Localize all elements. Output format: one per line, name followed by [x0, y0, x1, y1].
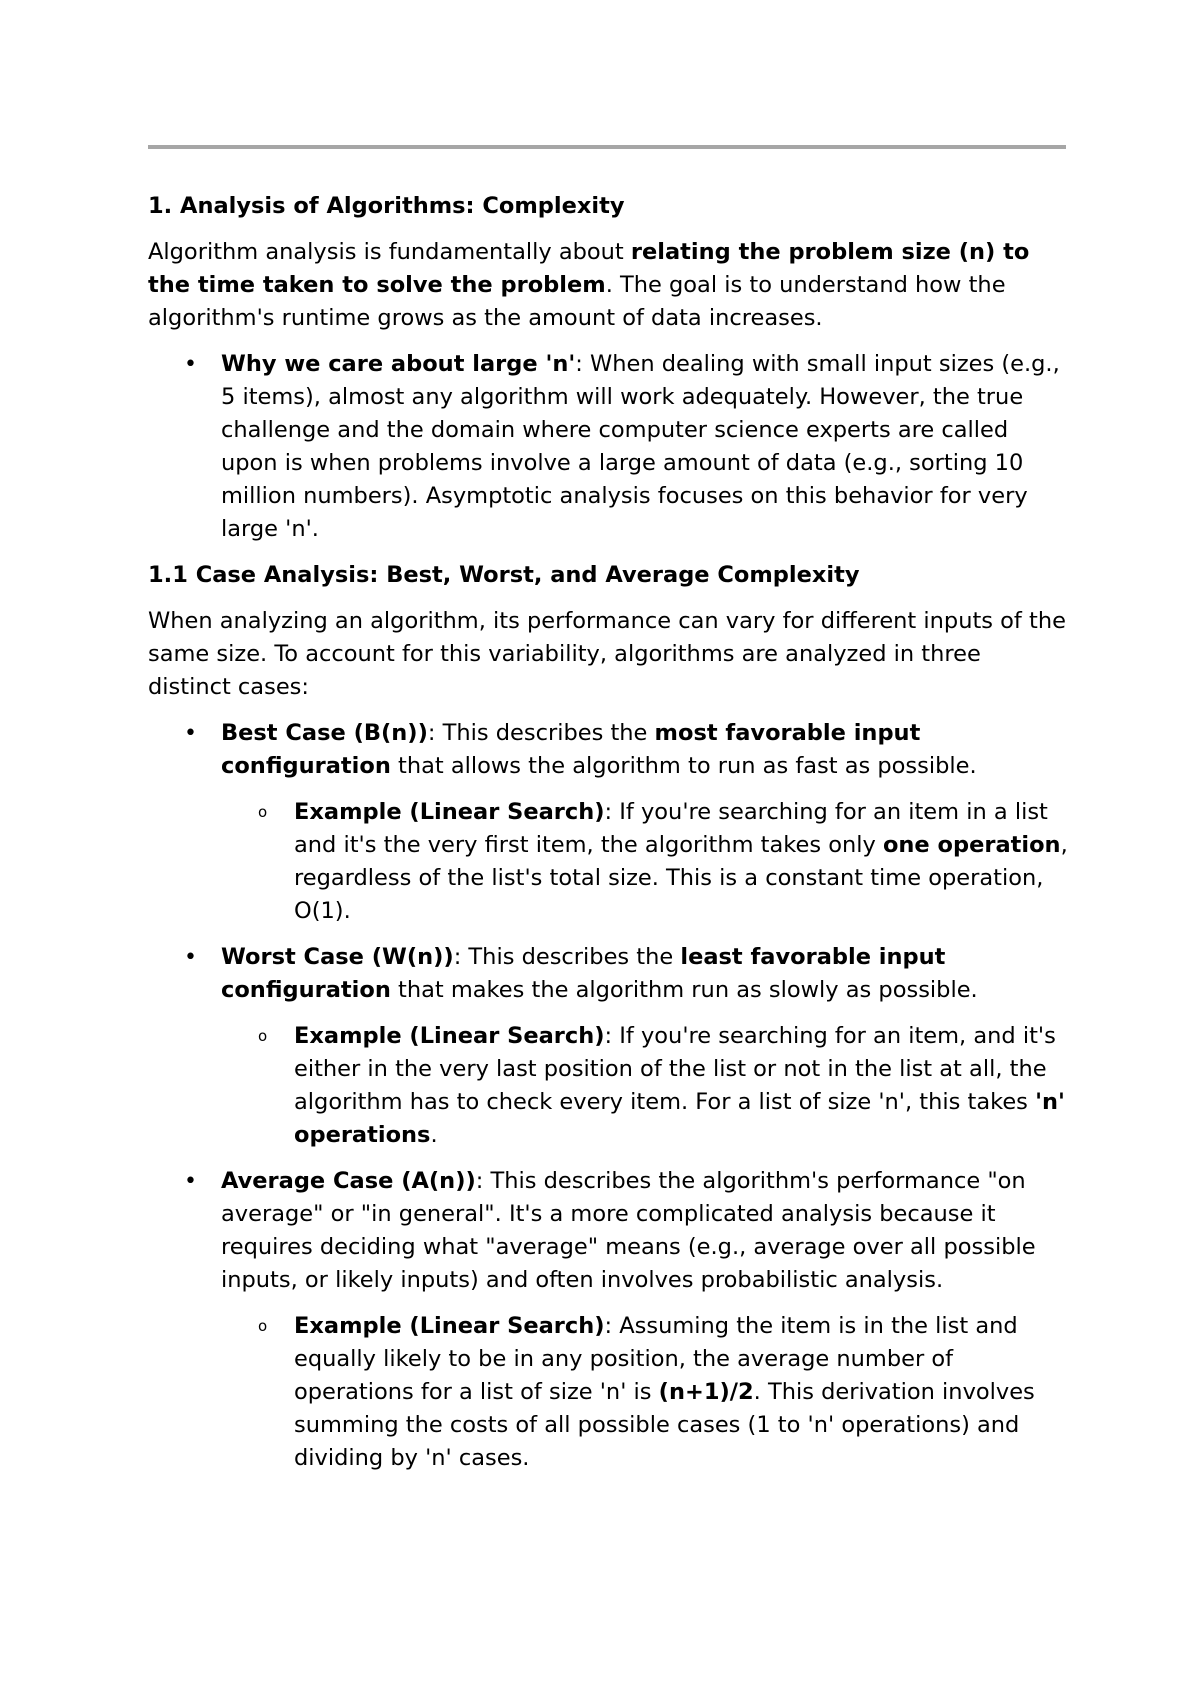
section-heading-analysis: 1. Analysis of Algorithms: Complexity: [148, 193, 625, 219]
case-intro-paragraph: When analyzing an algorithm, its performance can vary for different inputs of the same size. To account for this variability, algorithms are analyzed in three distinct cases:: [148, 608, 1066, 700]
bullet-icon: •: [184, 721, 197, 746]
bullet-icon: •: [184, 1169, 197, 1194]
circle-bullet-icon: o: [258, 1027, 268, 1045]
bullet-item-large-n: • Why we care about large 'n': When dealing with small input sizes (e.g., 5 items), almost any algorithm will work adequately. However, the true challenge and the domain where computer science experts are called upon is when problems involve a large amount of data (e.g., sorting 10 million numbers). Asymptotic analysis focuses on this behavior for very large 'n'.: [148, 348, 1068, 546]
circle-bullet-icon: o: [258, 1317, 268, 1335]
bullet-icon: •: [184, 945, 197, 970]
section-heading-case-analysis: 1.1 Case Analysis: Best, Worst, and Average Complexity: [148, 562, 860, 588]
bullet-icon: •: [184, 352, 197, 377]
sub-item-worst-example: o Example (Linear Search): If you're searching for an item, and it's either in the very last position of the list or not in the list at all, the algorithm has to check every item. For a list of size 'n', this takes 'n' operations.: [148, 1020, 1068, 1152]
bullet-item-average-case: • Average Case (A(n)): This describes the algorithm's performance "on average" or "in general". It's a more complicated analysis because it requires deciding what "average" means (e.g., average over all possible inputs, or likely inputs) and often involves probabilistic analysis.: [148, 1165, 1068, 1297]
sub-item-average-example: o Example (Linear Search): Assuming the item is in the list and equally likely to be in any position, the average number of operations for a list of size 'n' is (n+1)/2. This derivation involves summing the costs of all possible cases (1 to 'n' operations) and dividing by 'n' cases.: [148, 1310, 1068, 1475]
document-content: [148, 190, 1068, 1475]
intro-paragraph: Algorithm analysis is fundamentally about relating the problem size (n) to the time taken to solve the problem. The goal is to understand how the algorithm's runtime grows as the amount of data increases.: [148, 239, 1030, 331]
bullet-item-best-case: • Best Case (B(n)): This describes the most favorable input configuration that allows the algorithm to run as fast as possible.: [148, 717, 1068, 783]
case-list: [148, 717, 1068, 1475]
sub-item-best-example: o Example (Linear Search): If you're searching for an item in a list and it's the very first item, the algorithm takes only one operation, regardless of the list's total size. This is a constant time operation, O(1).: [148, 796, 1068, 928]
circle-bullet-icon: o: [258, 803, 268, 821]
bullet-item-worst-case: • Worst Case (W(n)): This describes the least favorable input configuration that makes the algorithm run as slowly as possible.: [148, 941, 1068, 1007]
document-page: [148, 0, 1068, 1696]
horizontal-rule: [148, 145, 1066, 149]
large-n-list: [148, 348, 1068, 546]
